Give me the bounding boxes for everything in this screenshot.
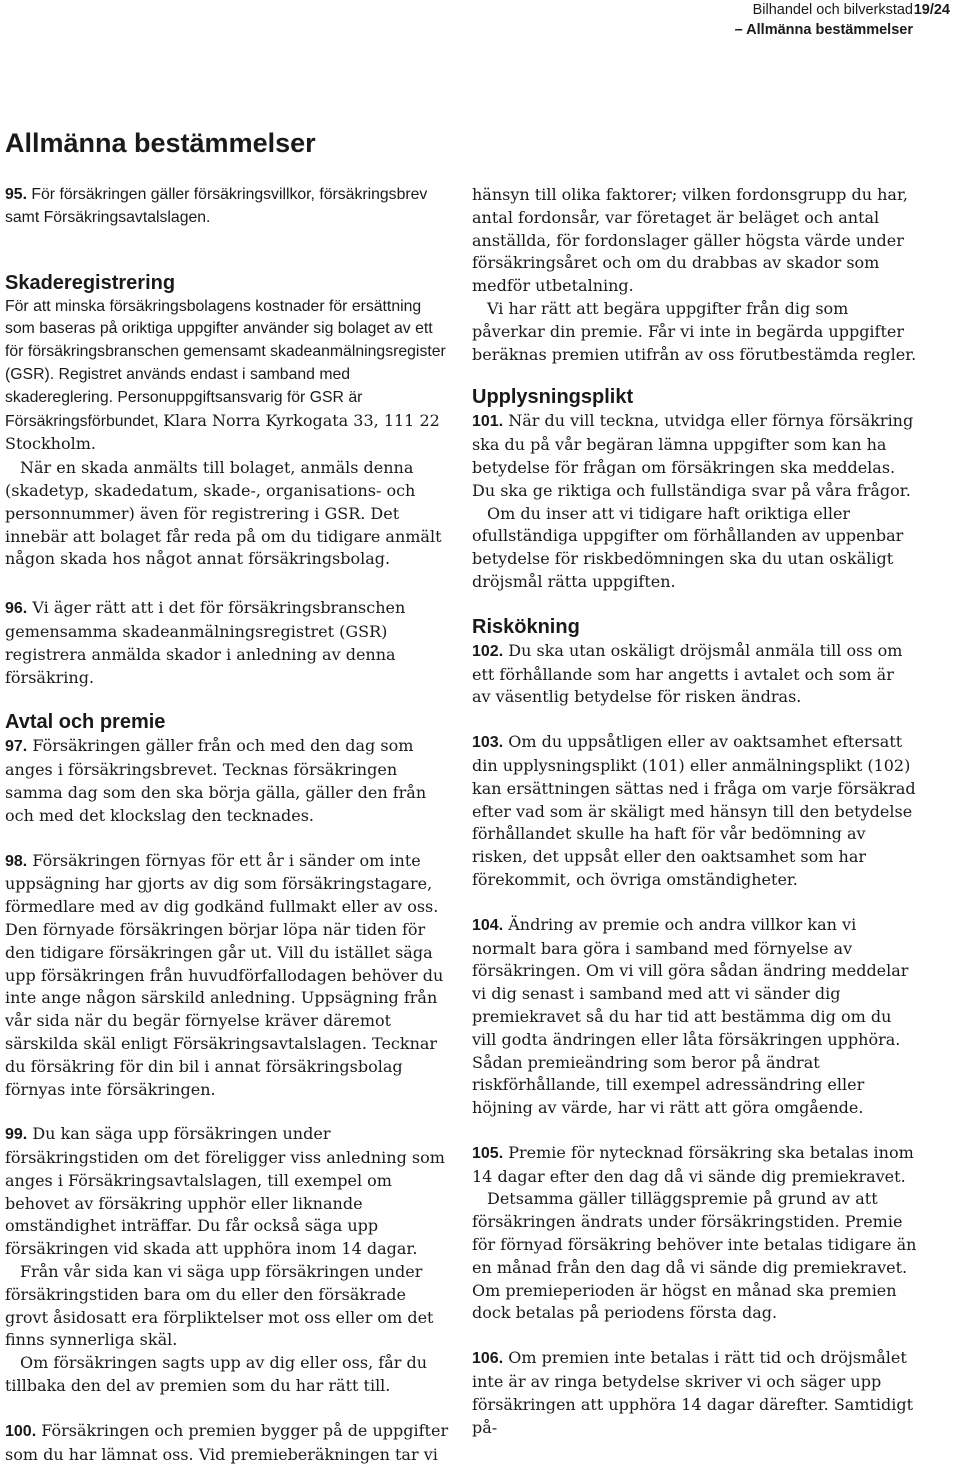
clause-number: 106. [472,1350,504,1368]
paragraph-106 [472,1347,917,1439]
skadereg-sans-text: För att minska försäkringsbolagens kostnader för ersättning som baseras på oriktiga uppgifter använder sig bolaget av ett för försäkringsbranschen gemensamt skadeanmälningsregister (GSR). Registret används endast i samband med skadereglering. Personuppgiftsansvarig för GSR är Försäkringsförbundet, [5,297,446,430]
page-number: 19/24 [913,2,950,18]
clause-text: Om premien inte betalas i rätt tid och dröjsmålet inte är av ringa betydelse skriver vi och säger upp försäkringen att upphöra 14 dagar därefter. Samtidigt på- [472,1348,914,1437]
document-title: Bilhandel och bilverkstad [752,2,913,18]
skadereg-address: Klara Norra Kyrkogata 33, 111 22 Stockholm. [5,410,440,454]
paragraph-101 [472,410,917,502]
clause-text: För försäkringen gäller försäkringsvillkor, försäkringsbrev samt Försäkringsavtalslagen. [5,186,428,226]
paragraph-99-c: Om försäkringen sagts upp av dig eller oss, får du tillbaka den del av premien som du har rätt till. [5,1353,428,1396]
clause-text: Försäkringen förnyas för ett år i sänder om inte uppsägning har gjorts av dig som försäkringstagare, förmedlare med av dig godkänd fullmakt eller av oss. Den förnyade försäkringen börjar löpa när tiden för den tidigare försäkringen går ut. Vill du istället säga upp försäkringen från huvudförfallodagen behöver du inte ange någon särskild anledning. Uppsägning från vår sida när du begär förnyelse kräver däremot särskilda skäl enligt Försäkringsavtalslagen. Tecknar du försäkring för din bil i annat försäkringsbolag förnyas inte försäkringen. [5,850,444,1099]
clause-text: Vi äger rätt att i det för försäkringsbranschen gemensamma skadeanmälningsregistret (GSR) registrera anmälda skador i anledning av denna försäkring. [5,598,406,687]
clause-number: 101. [472,413,504,431]
clause-text: Försäkringen gäller från och med den dag som anges i försäkringsbrevet. Tecknas försäkringen samma dag som den ska börja gälla, gäller den från och med det klockslag den tecknades. [5,736,427,825]
clause-text: Du ska utan oskäligt dröjsmål anmäla till oss om ett förhållande som har angetts i avtalet och som är av väsentlig betydelse för risken ändras. [472,640,903,707]
clause-number: 105. [472,1144,504,1162]
page-title: Allmänna bestämmelser [5,128,316,158]
clause-number: 102. [472,642,504,660]
paragraph-105-b: Detsamma gäller tilläggspremie på grund av att försäkringen ändrats under försäkringstiden. Premie för förnyad försäkring behöver inte betalas tidigare än en månad från den dag då vi sände dig premiekravet. Om premieperioden är högst en månad ska premien dock betalas på periodens första dag. [472,1189,917,1323]
clause-text: När du vill teckna, utvidga eller förnya försäkring ska du på vår begäran lämna uppgifter som kan ha betydelse för frågan om försäkringen ska meddelas. Du ska ge riktiga och fullständiga svar på våra frågor. [472,411,914,500]
paragraph-101-b: Om du inser att vi tidigare haft oriktiga eller ofullständiga uppgifter om förhållanden av uppenbar betydelse för riskbedömningen ska du utan oskäligt dröjsmål rätta uppgiften. [472,503,904,591]
clause-number: 99. [5,1126,28,1144]
clause-number: 95. [5,186,27,203]
section-label: – Allmänna bestämmelser [734,22,913,38]
clause-number: 97. [5,738,28,756]
paragraph-continued: hänsyn till olika faktorer; vilken fordonsgrupp du har, antal fordonsår, var företaget är beläget och antal anställda, för fordonslager gäller högsta värde under försäkringsåret och om du drabbas av skador som medför utbetalning. [472,185,908,296]
paragraph-103 [472,731,917,892]
clause-text: Premie för nytecknad försäkring ska betalas inom 14 dagar efter den dag då vi sände dig premiekravet. [472,1142,914,1186]
paragraph-continued-2: Vi har rätt att begära uppgifter från dig som påverkar din premie. Får vi inte in begärda uppgifter beräknas premien utifrån av oss förutbestämda regler. [472,298,917,364]
skadereg-intro [5,296,450,458]
clause-text: Försäkringen och premien bygger på de uppgifter som du har lämnat oss. Vid premieberäkningen tar vi [5,1420,449,1464]
paragraph-98 [5,850,450,1102]
heading-upplysningsplikt: Upplysningsplikt [472,386,634,409]
clause-number: 103. [472,734,504,752]
clause-text: Du kan säga upp försäkringen under försäkringstiden om det föreligger viss anledning som anges i Försäkringsavtalslagen, till exempel om behovet av försäkring upphör eller liknande omständighet inträffar. Du får också säga upp försäkringen vid skada att upphöra inom 14 dagar. [5,1124,445,1259]
clause-number: 100. [5,1422,37,1440]
clause-number: 104. [472,916,504,934]
heading-avtal-och-premie: Avtal och premie [5,711,166,734]
paragraph-95 [5,184,450,230]
heading-riskokning: Riskökning [472,615,580,638]
skadereg-paragraph-2: När en skada anmälts till bolaget, anmäls denna (skadetyp, skadedatum, skade-, organisations- och personnummer) även för registrering i GSR. Det innebär att bolaget får reda på om du tidigare anmält någon skada hos något annat försäkringsbolag. [5,458,442,569]
paragraph-99 [5,1123,450,1261]
paragraph-100 [5,1420,450,1466]
right-column [472,184,917,1439]
paragraph-105 [472,1142,917,1189]
paragraph-99-b: Från vår sida kan vi säga upp försäkringen under försäkringstiden bara om du eller den försäkrade grovt åsidosatt era förpliktelser mot oss eller om det finns synnerliga skäl. [5,1262,434,1350]
heading-skaderegistrering: Skaderegistrering [5,271,176,294]
clause-number: 98. [5,852,28,870]
paragraph-102 [472,640,917,709]
left-column [5,184,450,1466]
clause-text: Ändring av premie och andra villkor kan vi normalt bara göra i samband med förnyelse av försäkringen. Om vi vill göra sådan ändring meddelar vi dig senast i samband med att vi sänder dig premiekravet så du har tid att bestämma dig om du vill godta ändringen eller låta försäkringen upphöra. Sådan premieändring som beror på ändrat riskförhållande, till exempel adressändring eller höjning av värde, har vi rätt att göra omgående. [472,914,909,1118]
clause-text: Om du uppsåtligen eller av oaktsamhet eftersatt din upplysningsplikt (101) eller anmälningsplikt (102) kan ersättningen sättas ned i fråga om varje försäkrad efter vad som är skäligt med hänsyn till den betydelse förhållandet skulle ha haft för vår bedömning av risken, det uppsåt eller den oaktsamhet som har förekommit, och övriga omständigheter. [472,732,916,889]
page-header [0,0,960,40]
paragraph-104 [472,914,917,1120]
clause-number: 96. [5,600,28,618]
paragraph-97 [5,735,450,827]
paragraph-96 [5,597,450,689]
